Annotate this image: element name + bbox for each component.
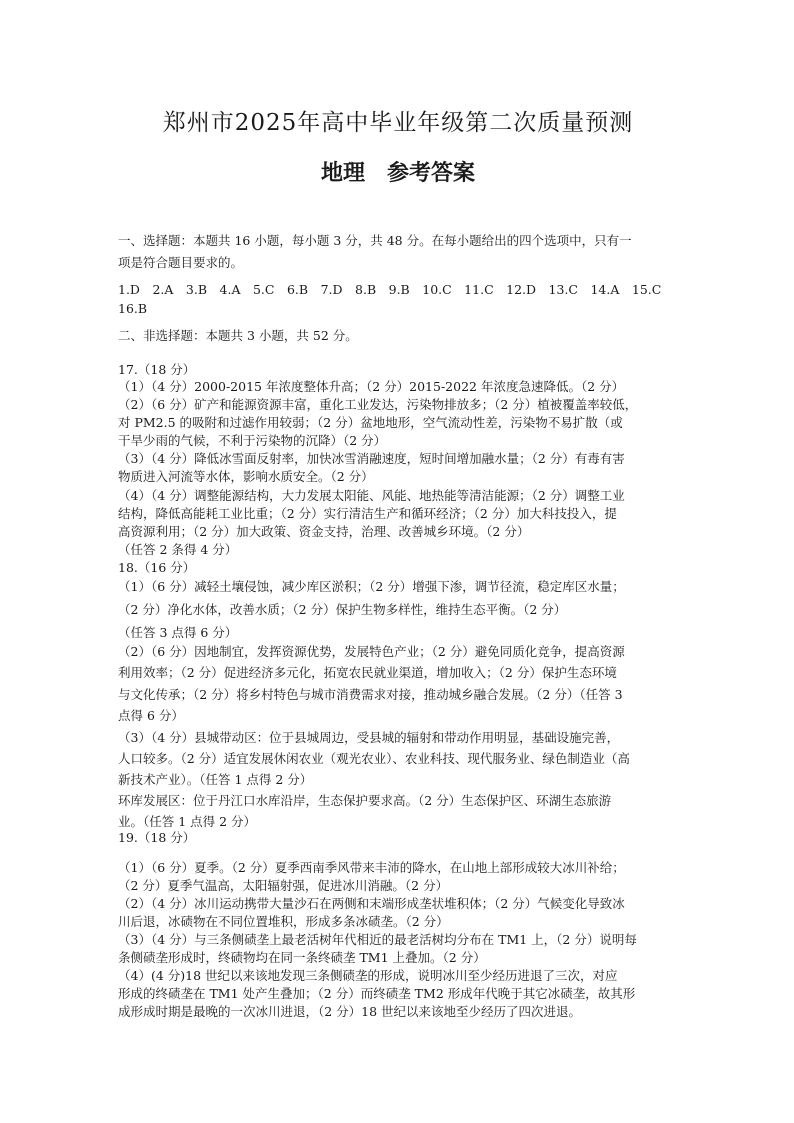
- section-heading: 二、非选择题：本题共 3 小题，共 52 分。: [118, 328, 358, 343]
- text-line: （4）(4 分)18 世纪以来该地发现三条侧碛垄的形成，说明冰川至少经历进退了三次，对应: [118, 968, 618, 983]
- text-line: 与文化传承；（2 分）将乡村特色与城市消费需求对接，推动城乡融合发展。（2 分）（任答 3: [118, 687, 623, 702]
- text-line: 利用效率；（2 分）促进经济多元化，拓宽农民就业渠道，增加收入；（2 分）保护生态环境: [118, 665, 617, 680]
- text-line: 川后退，冰碛物在不同位置堆积，形成多条冰碛垄。（2 分）: [118, 914, 449, 929]
- question-heading: 19.（18 分）: [118, 830, 196, 845]
- text-line: 干旱少雨的气候，不利于污染物的沉降）（2 分）: [118, 433, 387, 448]
- text-line: （2 分）净化水体，改善水质；（2 分）保护生物多样性，维持生态平衡。（2 分）: [118, 602, 567, 617]
- text-line: （2）（6 分）矿产和能源资源丰富，重化工业发达，污染物排放多；（2 分）植被覆盖率较低，: [118, 397, 638, 412]
- text-line: 条侧碛垄形成时，终碛物均在同一条终碛垄 TM1 上叠加。（2 分）: [118, 950, 486, 965]
- document-title: 郑州市2025年高中毕业年级第二次质量预测: [162, 110, 634, 136]
- text-line: 结构，降低高能耗工业比重；（2 分）实行清洁生产和循环经济；（2 分）加大科技投入，提: [118, 506, 617, 521]
- text-line: （3）（4 分）降低冰雪面反射率，加快冰雪消融速度，短时间增加融水量；（2 分）有毒有害: [118, 451, 625, 466]
- text-line: （任答 2 条得 4 分）: [118, 542, 238, 557]
- text-line: （1）（4 分）2000-2015 年浓度整体升高；（2 分）2015-2022 年浓度急速降低。（2 分）: [118, 379, 625, 394]
- text-line: （2 分）夏季气温高，太阳辐射强，促进冰川消融。（2 分）: [118, 878, 449, 893]
- question-heading: 17.（18 分）: [118, 362, 196, 377]
- text-line: 成形成时期是最晚的一次冰川进退，（2 分）18 世纪以来该地至少经历了四次进退。: [118, 1004, 582, 1019]
- answer-key-line: 1.D 2.A 3.B 4.A 5.C 6.B 7.D 8.B 9.B 10.C 11.C 12.D 13.C 14.A 15.C: [118, 282, 662, 297]
- text-line: 对 PM2.5 的吸附和过滤作用较弱；（2 分）盆地地形，空气流动性差，污染物不易扩散（或: [118, 415, 623, 430]
- text-line: （1）（6 分）减轻土壤侵蚀，减少库区淤积；（2 分）增强下渗，调节径流，稳定库区水量；: [118, 579, 625, 594]
- text-line: 点得 6 分）: [118, 708, 184, 723]
- text-line: 环库发展区：位于丹江口水库沿岸，生态保护要求高。（2 分）生态保护区、环湖生态旅游: [118, 793, 612, 808]
- text-line: （2）（6 分）因地制宜，发挥资源优势，发展特色产业；（2 分）避免同质化竞争，提高资源: [118, 644, 625, 659]
- text-line: （3）（4 分）与三条侧碛垄上最老活树年代相近的最老活树均分布在 TM1 上，（2 分）说明每: [118, 932, 637, 947]
- text-line: 新技术产业）。（任答 1 点得 2 分）: [118, 772, 313, 787]
- text-line: 人口较多。（2 分）适宜发展休闲农业（观光农业）、农业科技、现代服务业、绿色制造业（高: [118, 751, 630, 766]
- text-line: （任答 3 点得 6 分）: [118, 625, 238, 640]
- text-line: （3）（4 分）县城带动区：位于县城周边，受县城的辐射和带动作用明显，基础设施完善，: [118, 730, 620, 745]
- text-line: 项是符合题目要求的。: [118, 255, 244, 270]
- text-line: （4）（4 分）调整能源结构，大力发展太阳能、风能、地热能等清洁能源；（2 分）调整工业: [118, 488, 625, 503]
- text-line: （1）（6 分）夏季。（2 分）夏季西南季风带来丰沛的降水，在山地上部形成较大冰川补给；: [118, 860, 625, 875]
- text-line: 业。（任答 1 点得 2 分）: [118, 814, 257, 829]
- text-line: 形成的终碛垄在 TM1 处产生叠加；（2 分）而终碛垄 TM2 形成年代晚于其它冰碛垄，故其形: [118, 986, 636, 1001]
- text-line: 高资源利用；（2 分）加大政策、资金支持，治理、改善城乡环境。（2 分）: [118, 524, 530, 539]
- answer-key-line: 16.B: [118, 301, 148, 316]
- text-line: （2）（4 分）冰川运动携带大量沙石在两侧和末端形成垄状堆积体；（2 分）气候变化导致冰: [118, 896, 625, 911]
- document-subtitle: 地理 参考答案: [320, 161, 475, 186]
- text-line: 一、选择题：本题共 16 小题，每小题 3 分，共 48 分。在每小题给出的四个选项中，只有一: [118, 233, 632, 248]
- text-line: 物质进入河流等水体，影响水质安全。（2 分）: [118, 469, 374, 484]
- question-heading: 18.（16 分）: [118, 560, 196, 575]
